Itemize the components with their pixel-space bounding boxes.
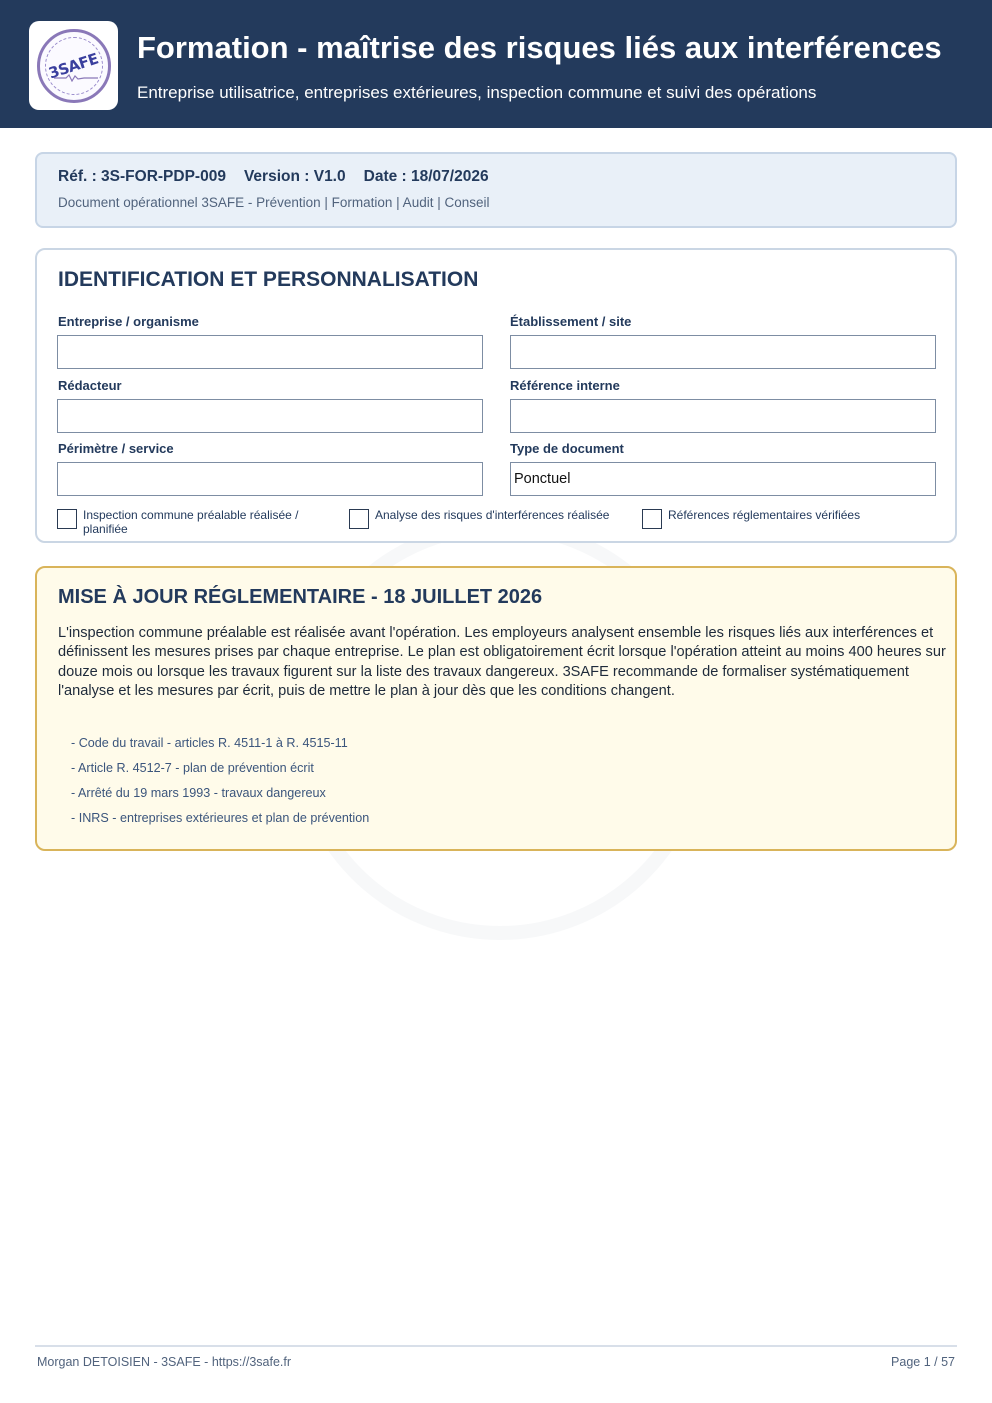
regulatory-update-section — [35, 566, 957, 851]
entreprise-label: Entreprise / organisme — [58, 314, 199, 329]
page-number: Page 1 / 57 — [891, 1355, 955, 1369]
type-document-label: Type de document — [510, 441, 624, 456]
type-document-field[interactable] — [510, 462, 936, 496]
update-title: MISE À JOUR RÉGLEMENTAIRE - 18 JUILLET 2026 — [58, 586, 543, 608]
section-title: IDENTIFICATION ET PERSONNALISATION — [58, 268, 479, 291]
reference-interne-field[interactable] — [510, 399, 936, 433]
document-date: Date : 18/07/2026 — [363, 168, 489, 185]
etablissement-label: Établissement / site — [510, 314, 632, 329]
document-description: Document opérationnel 3SAFE - Prévention | Formation | Audit | Conseil — [58, 195, 490, 210]
reference-item: - Article R. 4512-7 - plan de prévention écrit — [71, 761, 314, 775]
checkbox-inspection[interactable] — [57, 509, 77, 529]
logo-seal-icon — [37, 29, 111, 103]
references-list — [71, 735, 369, 835]
page-title: Formation - maîtrise des risques liés aux interférences — [137, 30, 942, 65]
etablissement-field[interactable] — [510, 335, 936, 369]
document-version: Version : V1.0 — [243, 168, 346, 185]
reference-box — [35, 152, 957, 228]
logo-text: 3SAFE — [46, 49, 101, 82]
checkbox-inspection-item[interactable] — [57, 508, 327, 536]
checkbox-references[interactable] — [642, 509, 662, 529]
footer-author: Morgan DETOISIEN - 3SAFE - https://3safe.fr — [37, 1355, 292, 1369]
document-reference: Réf. : 3S-FOR-PDP-009 — [58, 168, 226, 185]
reference-line — [58, 168, 507, 186]
redacteur-label: Rédacteur — [58, 378, 122, 393]
entreprise-field[interactable] — [57, 335, 483, 369]
page-header — [0, 0, 992, 128]
checkbox-analyse-label: Analyse des risques d'interférences réalisée — [375, 508, 610, 522]
perimetre-field[interactable] — [57, 462, 483, 496]
checkbox-inspection-label: Inspection commune préalable réalisée / planifiée — [83, 508, 299, 536]
reference-interne-label: Référence interne — [510, 378, 620, 393]
update-text: L'inspection commune préalable est réalisée avant l'opération. Les employeurs analysent ensemble les risques liés aux interférences et définissent les mesures prises par chaque entreprise. Le plan est obligatoirement écrit lorsque l'opération atteint au moins 400 heures sur douze mois ou lorsque les travaux figurent sur la liste des travaux dangereux. 3SAFE recommande de formaliser systématiquement l'analyse et les mesures par écrit, puis de mettre le plan à jour dès que les conditions changent. — [58, 625, 946, 700]
redacteur-field[interactable] — [57, 399, 483, 433]
checkbox-references-item[interactable] — [642, 508, 922, 529]
checkbox-analyse[interactable] — [349, 509, 369, 529]
logo — [29, 21, 118, 110]
reference-item: - Code du travail - articles R. 4511-1 à R. 4515-11 — [71, 736, 348, 750]
perimetre-label: Périmètre / service — [58, 441, 174, 456]
footer-divider — [35, 1345, 957, 1347]
checkbox-analyse-item[interactable] — [349, 508, 629, 529]
checkbox-references-label: Références réglementaires vérifiées — [668, 508, 861, 522]
identification-section — [35, 248, 957, 543]
page-subtitle: Entreprise utilisatrice, entreprises extérieures, inspection commune et suivi des opérations — [137, 83, 817, 102]
reference-item: - INRS - entreprises extérieures et plan de prévention — [71, 811, 370, 825]
reference-item: - Arrêté du 19 mars 1993 - travaux dangereux — [71, 786, 326, 800]
heartbeat-icon — [54, 74, 98, 82]
